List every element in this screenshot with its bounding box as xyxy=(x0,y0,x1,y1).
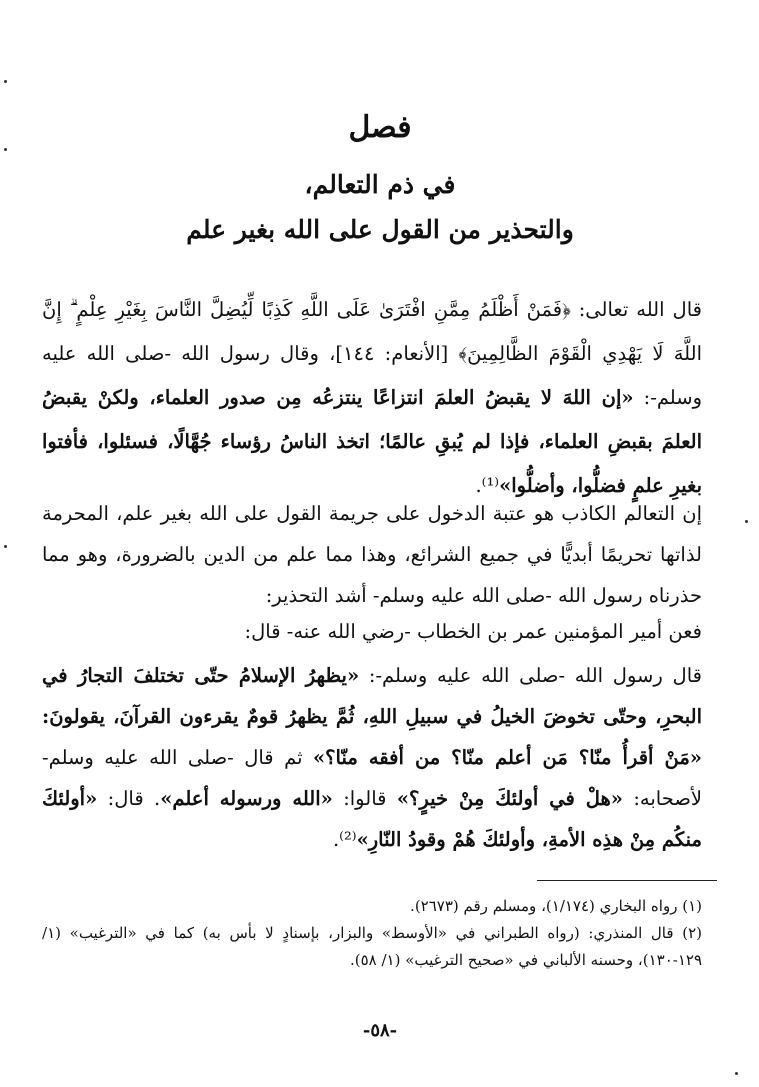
hadith-quote: «هلْ في أولئكَ مِنْ خيرٍ؟» xyxy=(396,787,623,810)
chapter-heading: فصل xyxy=(348,110,412,145)
paragraph-text: . قال: xyxy=(97,787,161,810)
paragraph-text: قال رسول الله -صلى الله عليه وسلم-: xyxy=(359,664,702,687)
scan-speck xyxy=(4,80,7,83)
hadith-quote: «الله ورسوله أعلم» xyxy=(160,787,333,810)
footnote-ref-1: ⁽¹⁾. xyxy=(475,474,500,497)
footnotes xyxy=(42,893,702,974)
scan-speck xyxy=(735,1072,738,1075)
paragraph-text: قال الله تعالى: ﴿فَمَنْ أَظْلَمُ مِمَّنِ افْتَرَىٰ عَلَى اللَّهِ كَذِبًا لِّيُضِلَّ النَّاسَ بِغَيْرِ عِلْمٍ ۗ إِنَّ اللَّهَ لَا يَهْدِي الْقَوْمَ الظَّالِمِينَ﴾ [الأنعام: ١٤٤]، وقال رسول الله -صلى الله عليه وسلم-: xyxy=(42,298,703,409)
footnote-1: (١) رواه البخاري (١/١٧٤)، ومسلم رقم (٢٦٧٣). xyxy=(410,897,702,915)
chapter-subtitle-line1: في ذم التعالم، xyxy=(304,170,456,199)
hadith-quote: «أولئكَ منكُم مِنْ هذِه الأمةِ، وأولئكَ هُمْ وقودُ النّارِ» xyxy=(42,787,702,851)
footnote-divider xyxy=(537,880,717,881)
hadith-quote: «إن اللهَ لا يقبضُ العلمَ انتزاعًا ينتزعُه مِن صدور العلماء، ولكنْ يقبضُ العلمَ بقبضِ العلماء، فإذا لم يُبقِ عالمًا؛ اتخذ الناسُ رؤساء جُهَّالًا، فسئلوا، فأفتوا بغيرِ علمٍ فضلُّوا، وأضلُّوا» xyxy=(42,386,702,497)
footnote-ref-2: ⁽²⁾. xyxy=(332,828,357,851)
paragraph-quran-hadith xyxy=(42,288,702,508)
hadith-quote: «يظهرُ الإسلامُ حتّى تختلفَ التجارُ في البحرِ، وحتّى تخوضَ الخيلُ في سبيلِ اللهِ، ثُمَّ يظهرُ قومٌ يقرءون القرآنَ، يقولونَ: «مَنْ أقرأُ منّا؟ مَن أعلم منّا؟ من أفقه منّا؟» xyxy=(42,664,702,769)
footnote-2: (٢) قال المنذري: (رواه الطبراني في «الأوسط» والبزار، بإسنادٍ لا بأس به) كما في «الترغيب» (١/ ١٢٩-١٣٠)، وحسنه الألباني في «صحيح الترغيب» (١/ ٥٨). xyxy=(42,924,702,969)
scan-speck xyxy=(4,148,7,151)
scan-speck xyxy=(745,520,748,523)
paragraph-warning: إن التعالم الكاذب هو عتبة الدخول على جريمة القول على الله بغير علم، المحرمة لذاتها تحريمًا أبديًّا في جميع الشرائع، وهذا مما علم من الدين بالضرورة، وهو مما حذرناه رسول الله -صلى الله عليه وسلم- أشد التحذير: xyxy=(42,502,702,607)
page-number: -٥٨- xyxy=(362,1020,398,1041)
paragraph-hadith xyxy=(42,655,702,860)
scan-speck xyxy=(4,545,7,548)
paragraph-text: ثم قال -صلى الله عليه وسلم- لأصحابه: xyxy=(42,746,703,810)
paragraph-text: قالوا: xyxy=(332,787,397,810)
paragraph-narration-intro: فعن أمير المؤمنين عمر بن الخطاب -رضي الله عنه- قال: xyxy=(244,620,702,643)
chapter-subtitle-line2: والتحذير من القول على الله بغير علم xyxy=(186,215,574,244)
